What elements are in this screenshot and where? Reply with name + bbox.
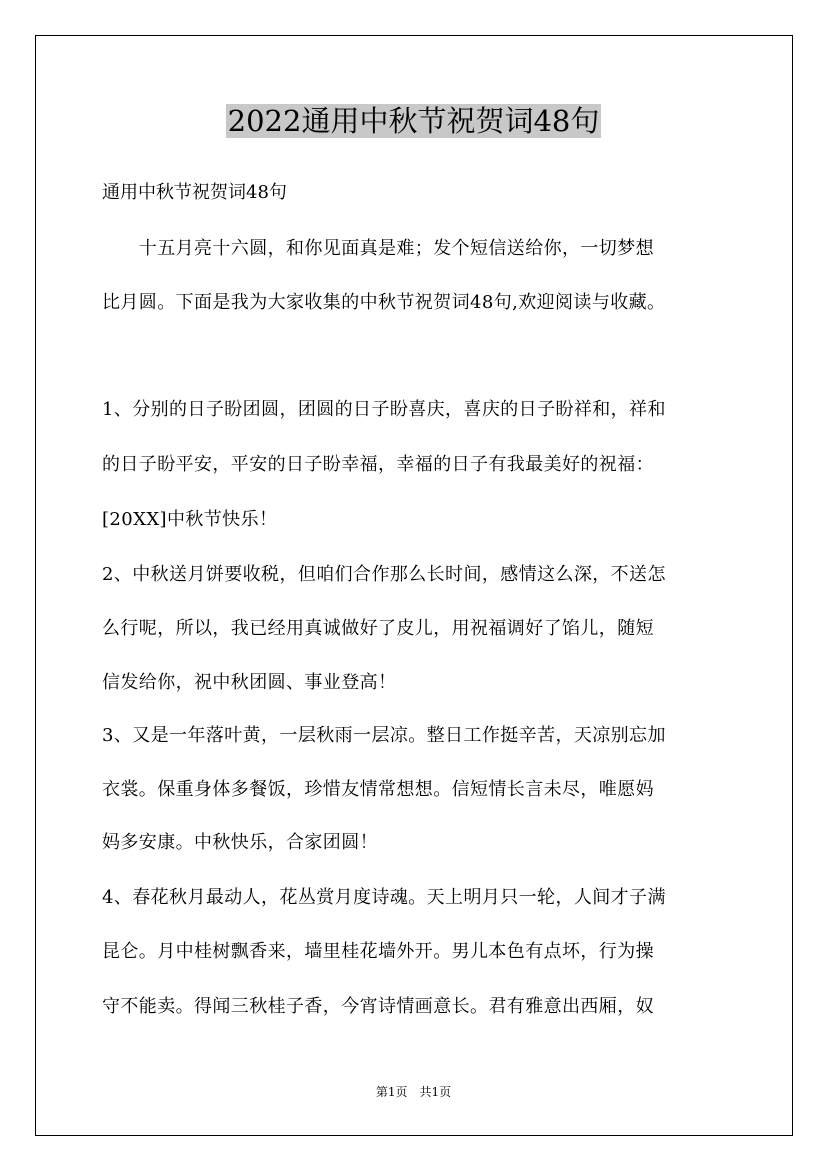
item-3-line-3: 妈多安康。中秋快乐，合家团圆！ — [102, 832, 378, 853]
item-1-line-3: [20XX]中秋节快乐！ — [102, 509, 278, 530]
page-footer: 第1页 共1页 — [375, 1085, 452, 1099]
item-2-line-1: 2、中秋送月饼要收税，但咱们合作那么长时间，感情这么深，不送怎 — [102, 564, 666, 585]
document-title — [0, 101, 827, 141]
item-4-line-3: 守不能卖。得闻三秋桂子香，今宵诗情画意长。君有雅意出西厢，奴 — [102, 996, 654, 1017]
item-1-line-1: 1、分别的日子盼团圆，团圆的日子盼喜庆，喜庆的日子盼祥和，祥和 — [102, 399, 666, 420]
item-3-line-2: 衣裳。保重身体多餐饭，珍惜友情常想想。信短情长言未尽，唯愿妈 — [102, 779, 654, 800]
document-subtitle: 通用中秋节祝贺词48句 — [102, 182, 287, 203]
item-2-line-3: 信发给你，祝中秋团圆、事业登高！ — [102, 672, 397, 693]
intro-line-1: 十五月亮十六圆，和你见面真是难；发个短信送给你，一切梦想 — [102, 238, 654, 259]
item-1-line-2: 的日子盼平安，平安的日子盼幸福，幸福的日子有我最美好的祝福： — [102, 454, 654, 475]
item-4-line-1: 4、春花秋月最动人，花丛赏月度诗魂。天上明月只一轮，人间才子满 — [102, 887, 666, 908]
document-title-text: 2022通用中秋节祝贺词48句 — [227, 104, 600, 138]
item-4-line-2: 昆仑。月中桂树飘香来，墙里桂花墙外开。男儿本色有点坏，行为操 — [102, 941, 654, 962]
item-2-line-2: 么行呢，所以，我已经用真诚做好了皮儿，用祝福调好了馅儿，随短 — [102, 618, 654, 639]
item-3-line-1: 3、又是一年落叶黄，一层秋雨一层凉。整日工作挺辛苦，天凉别忘加 — [102, 725, 666, 746]
intro-line-2: 比月圆。下面是我为大家收集的中秋节祝贺词48句,欢迎阅读与收藏。 — [102, 292, 666, 313]
